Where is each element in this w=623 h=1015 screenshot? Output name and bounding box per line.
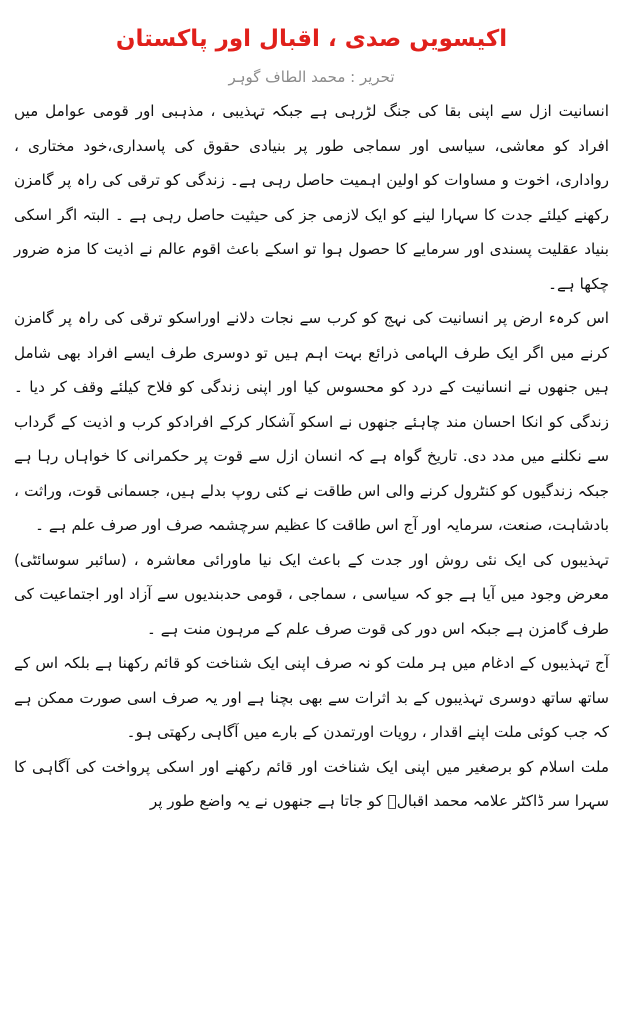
article-body [14,94,609,819]
paragraph: تہذیبوں کی ایک نئی روش اور جدت کے باعث ایک نیا ماورائی معاشرہ ، (سائبر سوسائٹی) معرض وجود میں آیا ہے جو کہ سیاسی ، سماجی ، قومی حدبندیوں سے آزاد اور اجتماعیت کی طرف گامزن ہے جبکہ اس دور کی قوت صرف علم کے مرہون منت ہے ۔ [14,550,609,638]
paragraph: اس کرہء ارض پر انسانیت کی نہج کو کرب سے نجات دلانے اوراسکو ترقی کی راہ پر گامزن کرنے میں اگر ایک طرف الہامی ذرائع بہت اہم ہیں تو دوسری طرف ایسے افراد بھی شامل ہیں جنھوں نے انسانیت کے درد کو محسوس کیا اور اپنی زندگی کو فلاح کیلئے وقف کر دیا ۔ زندگی کو انکا احسان مند چاہئے جنھوں نے اسکو آشکار کرکے افرادکو کرب و اذیت کے گرداب سے نکلنے میں مدد دی. تاریخ گواہ ہے کہ انسان ازل سے قوت پر حکمرانی کا خواہاں رہا ہے جبکہ زندگیوں کو کنٹرول کرنے والی اس طاقت نے کئی روپ بدلے ہیں، جسمانی قوت، وراثت ، بادشاہت، صنعت، سرمایہ اور آج اس طاقت کا عظیم سرچشمہ صرف اور صرف علم ہے ۔ [14,309,609,534]
article-title: اکیسویں صدی ، اقبال اور پاکستان [115,26,508,52]
article-byline: تحریر : محمد الطاف گوہر [228,68,395,86]
paragraph: آج تہذیبوں کے ادغام میں ہر ملت کو نہ صرف اپنی ایک شناخت کو قائم رکھنا ہے بلکہ اس کے ساتھ ساتھ دوسری تہذیبوں کے بد اثرات سے بھی بچنا ہے اور یہ صرف اسی صورت ممکن ہے کہ جب کوئی ملت اپنے اقدار ، رویات اورتمدن کے بارے میں آگاہی رکھتی ہو۔ [14,654,609,741]
paragraph: ملت اسلام کو برصغیر میں اپنی ایک شناخت اور قائم رکھنے اور اسکی پرواخت کی آگاہی کا سہرا سر ڈاکٹر علامہ محمد اقبالؒ کو جاتا ہے جنھوں نے یہ واضع طور پر [14,757,609,810]
paragraph: انسانیت ازل سے اپنی بقا کی جنگ لڑرہی ہے جبکہ تہذیبی ، مذہبی اور قومی عوامل میں افراد کو معاشی، سیاسی اور سماجی طور پر بنیادی حقوق کی پاسداری،خود مختاری ، رواداری، اخوت و مساوات کو اولین اہمیت حاصل رہی ہے۔ زندگی کو ترقی کی راہ پر گامزن رکھنے کیلئے جدت کا سہارا لینے کو ایک لازمی جز کی حیثیت حاصل رہی ہے ۔ البتہ اگر اسکی بنیاد عقلیت پسندی اور سرمایے کا حصول ہوا تو اسکے باعث اقوم عالم نے اذیت کا مزہ ضرور چکھا ہے۔ [14,102,609,293]
